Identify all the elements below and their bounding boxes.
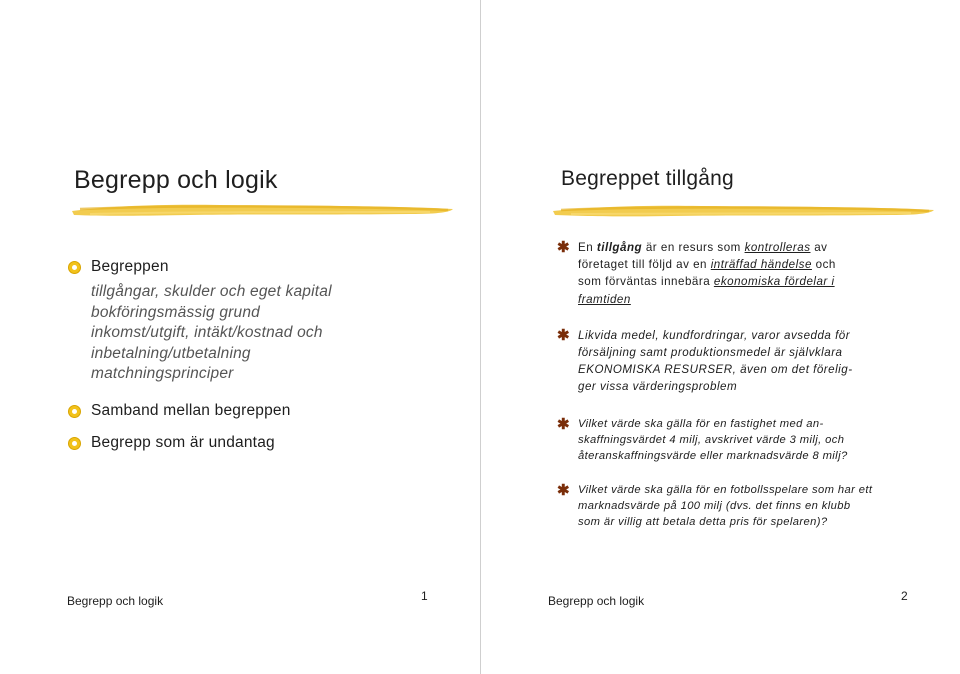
term-ekonomiska-fordelar: ekonomiska fördelar i xyxy=(713,275,835,289)
bullet-label: Samband mellan begreppen xyxy=(91,401,291,419)
yellow-ring-bullet-icon xyxy=(68,437,81,450)
slide-page-2 xyxy=(480,0,960,674)
yellow-ring-bullet-icon xyxy=(68,261,81,274)
asterisk-star-icon: ✱ xyxy=(557,326,570,344)
bullet-item xyxy=(557,416,947,464)
text-line: som är villig att betala detta pris för spelaren)? xyxy=(578,515,828,528)
text-line: försäljning samt produktionsmedel är självklara xyxy=(578,346,843,360)
bullet-item xyxy=(68,433,468,453)
text-run: En xyxy=(578,241,597,254)
sub-item: tillgångar, skulder och eget kapital xyxy=(91,283,332,300)
asterisk-star-icon: ✱ xyxy=(557,415,570,433)
yellow-ring-bullet-icon xyxy=(68,405,81,418)
text-line: marknadsvärde på 100 milj (dvs. det finns en klubb xyxy=(578,499,851,512)
bullet-item xyxy=(68,257,468,277)
footer-text: Begrepp och logik xyxy=(67,594,164,608)
bullet-label: Begreppen xyxy=(91,258,169,275)
text-line: Vilket värde ska gälla för en fotbollsspelare som har ett xyxy=(578,483,873,496)
text-line: återanskaffningsvärde eller marknadsvärde 8 milj? xyxy=(578,449,848,462)
bullet-item xyxy=(557,327,947,396)
sub-item: matchningsprinciper xyxy=(91,365,234,383)
brush-stroke-underline xyxy=(70,200,455,220)
bullet-list xyxy=(68,257,468,453)
text-run: och xyxy=(811,258,836,272)
slide-title: Begreppet tillgång xyxy=(561,167,734,190)
text-line: skaffningsvärdet 4 milj, avskrivet värde 3 milj, och xyxy=(578,433,845,446)
term-framtiden: framtiden xyxy=(578,292,631,306)
footer-text: Begrepp och logik xyxy=(548,594,645,608)
asterisk-star-icon: ✱ xyxy=(557,481,570,499)
text-line: ger vissa värderingsproblem xyxy=(578,380,738,394)
sub-item: inkomst/utgift, intäkt/kostnad och xyxy=(91,324,323,342)
text-line: Likvida medel, kundfordringar, varor avsedda för xyxy=(578,328,851,342)
bullet-item xyxy=(557,482,947,530)
sub-item: bokföringsmässig grund xyxy=(91,303,260,321)
bullet-item xyxy=(68,401,468,421)
page-number: 2 xyxy=(901,589,908,603)
text-line: Vilket värde ska gälla för en fastighet med an- xyxy=(578,417,824,430)
sub-item: inbetalning/utbetalning xyxy=(91,344,251,362)
text-line: EKONOMISKA RESURSER, även om det förelig- xyxy=(578,363,853,377)
bullet-item xyxy=(557,239,947,308)
term-kontrolleras: kontrolleras xyxy=(744,241,811,254)
bullet-list xyxy=(557,239,947,530)
slide-title: Begrepp och logik xyxy=(74,166,278,194)
asterisk-star-icon: ✱ xyxy=(557,239,570,256)
text-run: är en resurs som xyxy=(642,241,745,254)
page-number: 1 xyxy=(421,589,428,603)
text-run: som förväntas innebära xyxy=(578,275,714,289)
brush-stroke-underline xyxy=(551,201,936,221)
bullet-label: Begrepp som är undantag xyxy=(91,433,275,451)
term-intraffad-handelse: inträffad händelse xyxy=(710,258,812,272)
text-run: av xyxy=(810,241,828,254)
term-tillgang: tillgång xyxy=(596,241,643,254)
text-run: företaget till följd av en xyxy=(578,258,711,272)
